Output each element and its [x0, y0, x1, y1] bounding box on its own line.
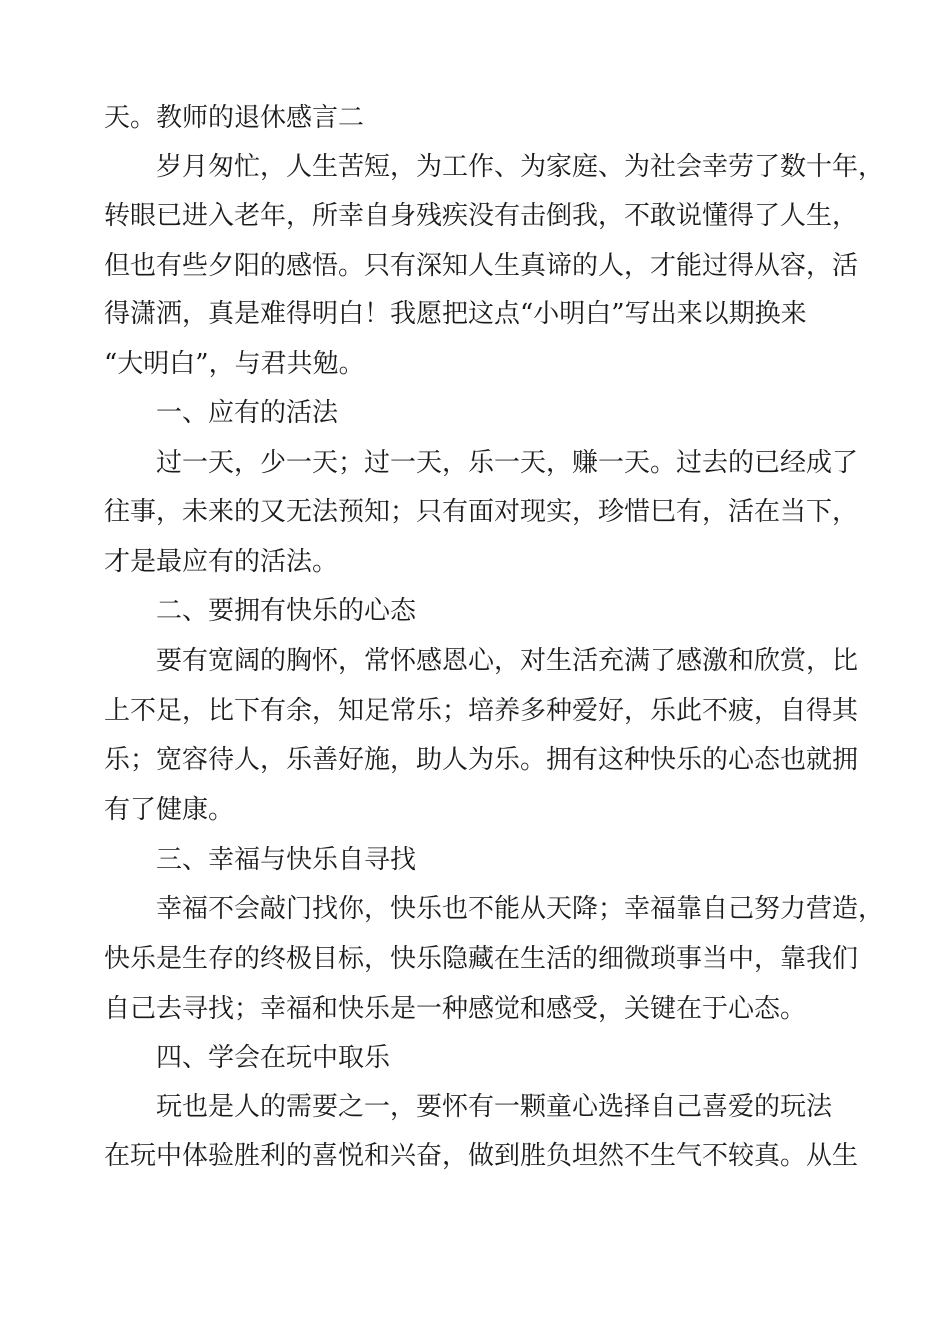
- section-heading-4: 四、学会在玩中取乐: [156, 1043, 391, 1073]
- text-line: 岁月匆忙，人生苦短，为工作、为家庭、为社会幸劳了数十年，: [156, 152, 885, 182]
- section-heading-2: 二、要拥有快乐的心态: [156, 596, 417, 626]
- text-line: “大明白”，与君共勉。: [104, 349, 365, 379]
- text-line: 快乐是生存的终极目标，快乐隐藏在生活的细微琐事当中，靠我们: [104, 944, 859, 974]
- section-heading-1: 一、应有的活法: [156, 398, 339, 428]
- text-line: 但也有些夕阳的感悟。只有深知人生真谛的人，才能过得从容，活: [104, 251, 859, 281]
- text-line: 往事，未来的又无法预知；只有面对现实，珍惜巳有，活在当下，: [104, 497, 859, 527]
- text-line-heading-continuation: 天。教师的退休感言二: [104, 103, 365, 133]
- text-line: 玩也是人的需要之一，要怀有一颗童心选择自己喜爱的玩法: [156, 1092, 833, 1122]
- text-line: 幸福不会敲门找你，快乐也不能从天降；幸福靠自己努力营造，: [156, 894, 885, 924]
- section-heading-3: 三、幸福与快乐自寻找: [156, 845, 417, 875]
- text-line: 得潇洒，真是难得明白！我愿把这点“小明白”写出来以期换来: [104, 299, 807, 329]
- text-line: 转眼已进入老年，所幸自身残疾没有击倒我，不敢说懂得了人生，: [104, 201, 859, 231]
- text-line: 自己去寻找；幸福和快乐是一种感觉和感受，关键在于心态。: [104, 994, 807, 1024]
- text-line: 在玩中体验胜利的喜悦和兴奋，做到胜负坦然不生气不较真。从生: [104, 1141, 859, 1171]
- text-line: 要有宽阔的胸怀，常怀感恩心，对生活充满了感激和欣赏，比: [156, 646, 859, 676]
- text-line: 上不足，比下有余，知足常乐；培养多种爱好，乐此不疲，自得其: [104, 696, 859, 726]
- text-line: 才是最应有的活法。: [104, 547, 339, 577]
- text-line: 过一天，少一天；过一天，乐一天，赚一天。过去的已经成了: [156, 448, 859, 478]
- text-line: 有了健康。: [104, 795, 235, 825]
- text-line: 乐；宽容待人，乐善好施，助人为乐。拥有这种快乐的心态也就拥: [104, 745, 859, 775]
